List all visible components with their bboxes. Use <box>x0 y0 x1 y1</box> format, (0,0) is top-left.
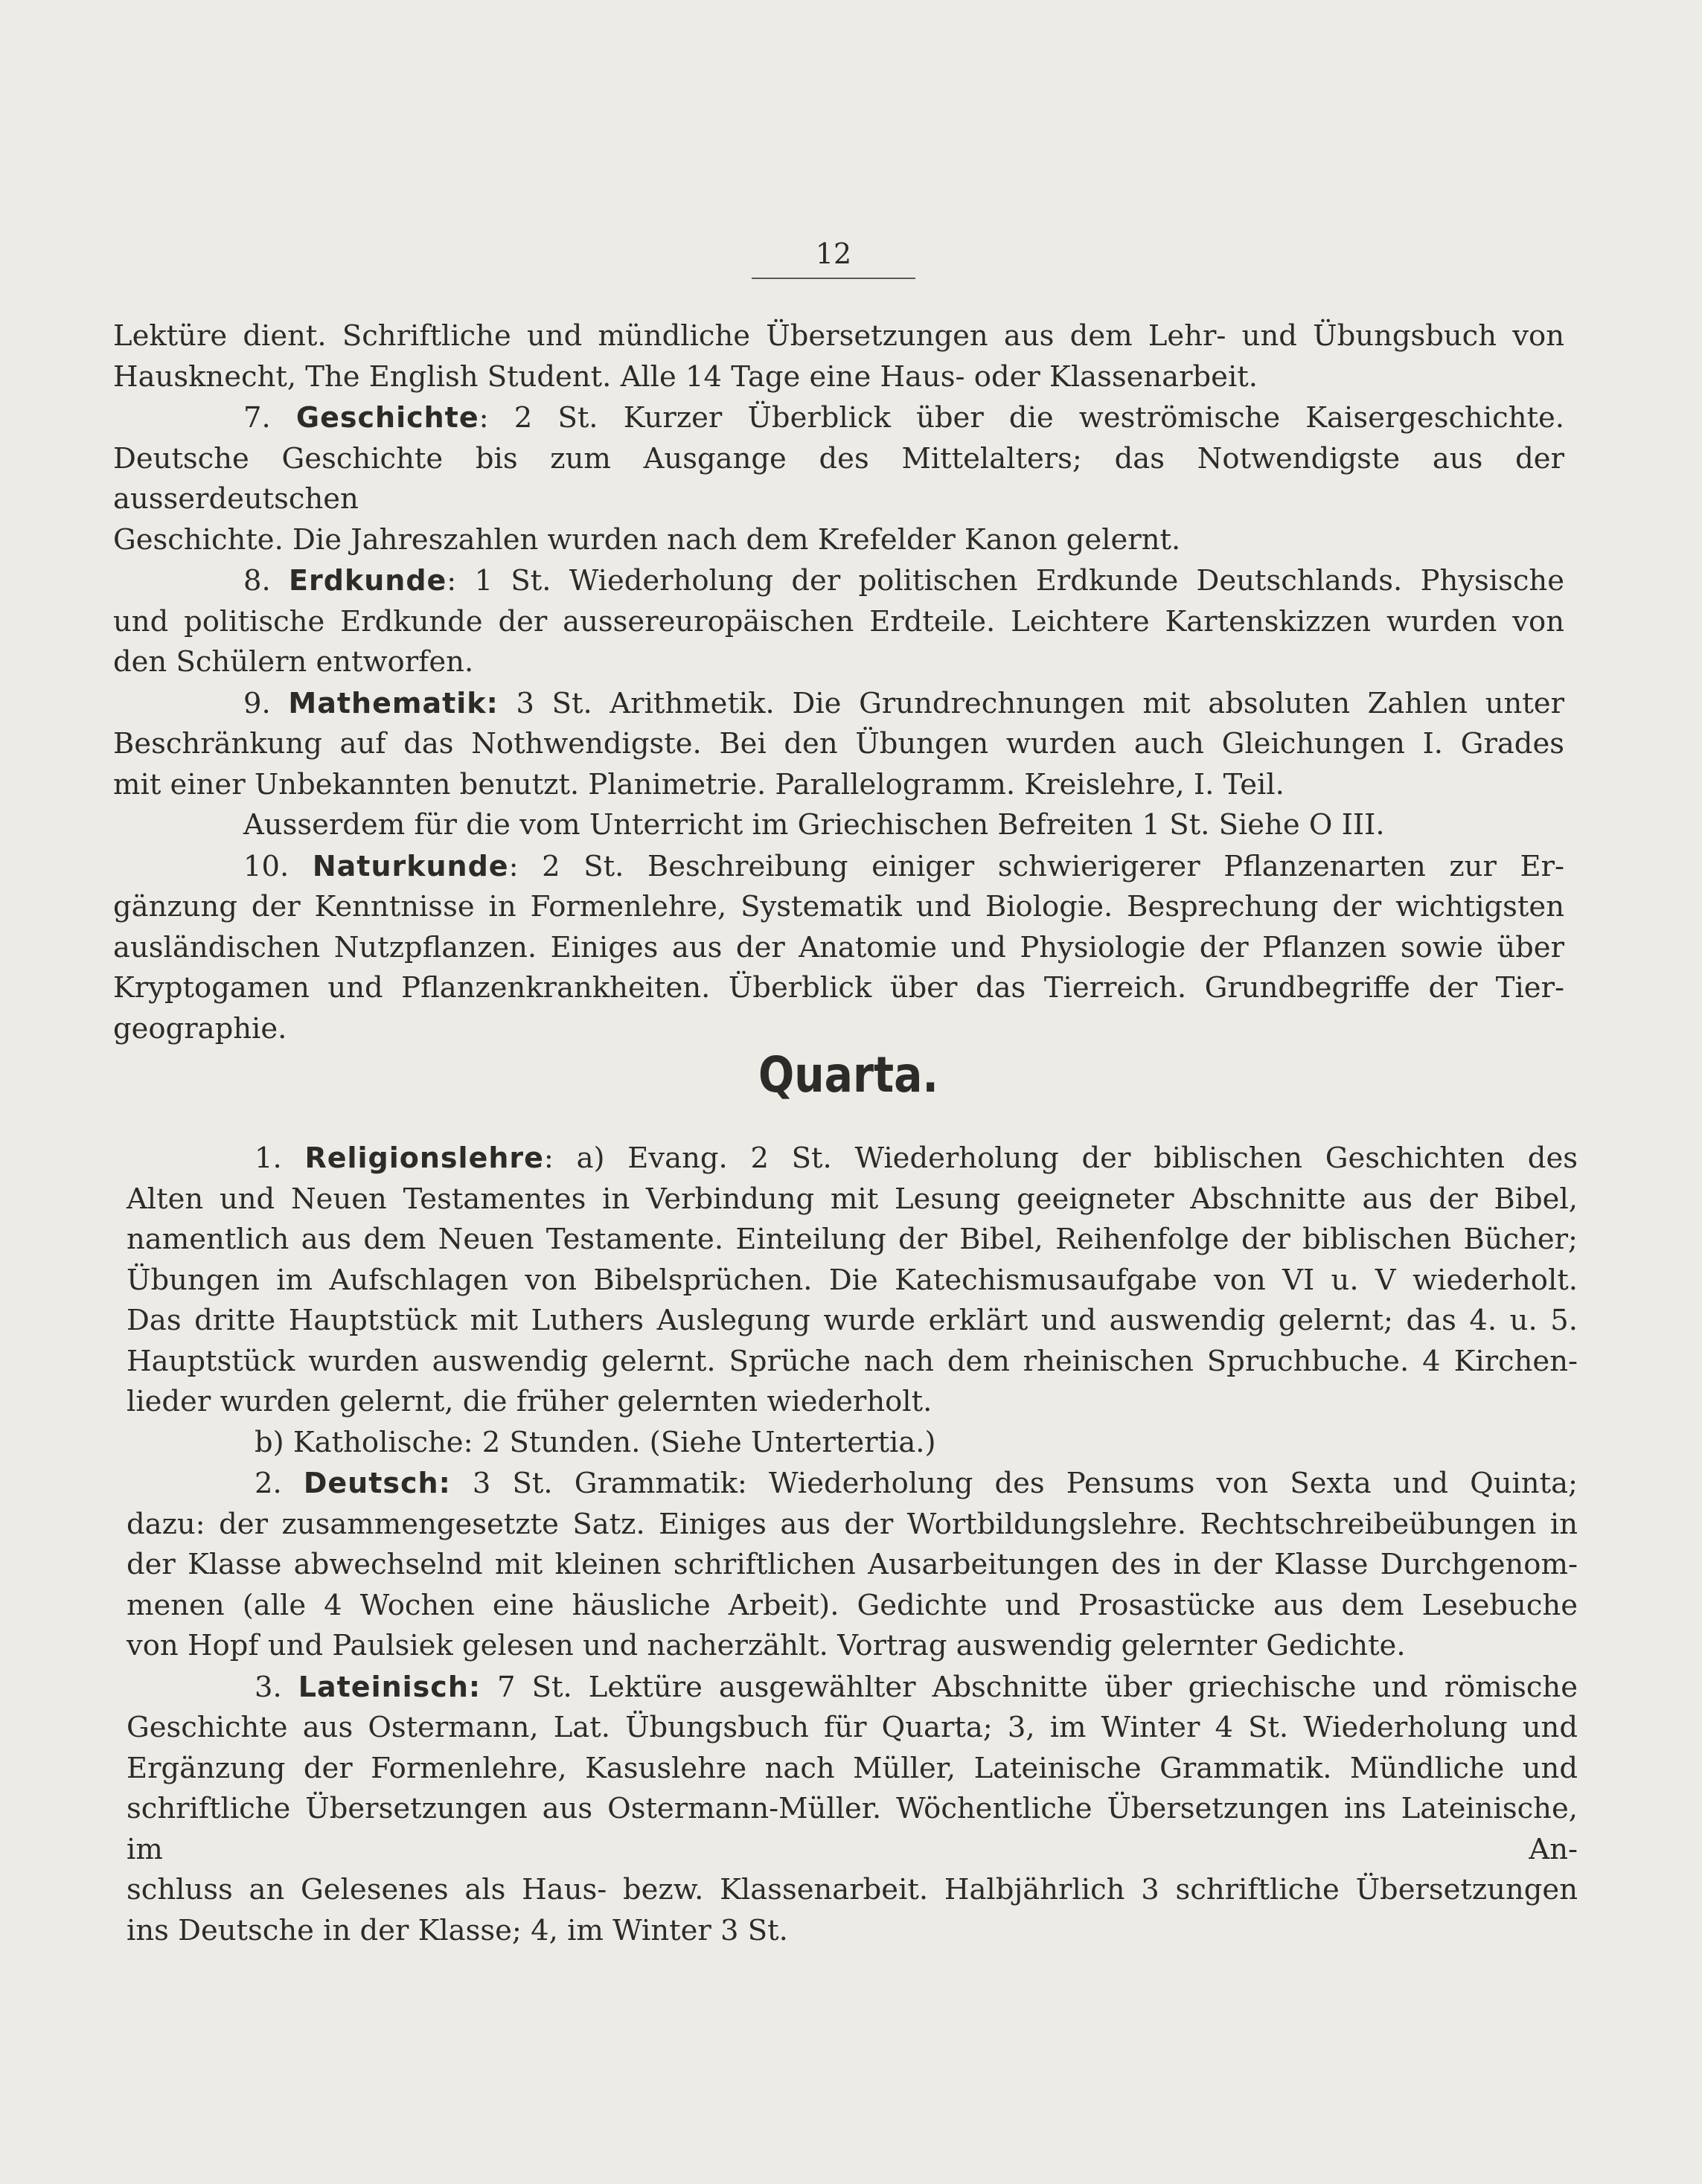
section-continued <box>113 316 1564 1049</box>
text-line: 3 St. Arithmetik. Die Grundrechnungen mit absoluten Zahlen unter <box>498 686 1564 720</box>
text-line: dazu: der zusammengesetzte Satz. Einiges aus der Wortbildungslehre. Rechtschreibeübungen in <box>127 1507 1578 1541</box>
subject-heading: Religionslehre <box>304 1141 544 1174</box>
paragraph-deutsch <box>127 1463 1578 1505</box>
text-line: gänzung der Kenntnisse in Formenlehre, Systematik und Biologie. Besprechung der wichtigsten <box>113 890 1564 923</box>
text-line: Ergänzung der Formenlehre, Kasuslehre nach Müller, Lateinische Grammatik. Mündliche und <box>127 1751 1578 1785</box>
subject-heading: Geschichte <box>295 401 479 434</box>
text-line: Übungen im Aufschlagen von Bibelsprüchen. Die Katechismusaufgabe von VI u. V wiederholt. <box>127 1263 1578 1297</box>
section-quarta <box>127 1138 1578 1951</box>
text-line: 7 St. Lektüre ausgewählter Abschnitte über griechische und römische <box>481 1670 1578 1704</box>
text-line: 3 St. Grammatik: Wiederholung des Pensums von Sexta und Quinta; <box>450 1467 1578 1500</box>
text-line: lieder wurden gelernt, die früher gelernten wiederholt. <box>127 1385 932 1418</box>
paragraph-lateinisch <box>127 1667 1578 1709</box>
page-number: 12 <box>815 237 852 270</box>
text-line: von Hopf und Paulsiek gelesen und nacherzählt. Vortrag auswendig gelernter Gedichte. <box>127 1629 1406 1662</box>
text-line: Kryptogamen und Pflanzenkrankheiten. Überblick über das Tierreich. Grundbegriffe der Tier- <box>113 971 1564 1005</box>
item-number: 2. <box>255 1467 282 1500</box>
text-line: : 2 St. Beschreibung einiger schwierigerer Pflanzenarten zur Er- <box>508 849 1564 883</box>
subject-heading: Deutsch: <box>303 1467 451 1499</box>
subject-heading: Lateinisch: <box>298 1670 482 1703</box>
paragraph-religionslehre <box>127 1138 1578 1179</box>
text-line: Hausknecht, The English Student. Alle 14 Tage eine Haus- oder Klassenarbeit. <box>113 359 1258 394</box>
text-line: namentlich aus dem Neuen Testamente. Einteilung der Bibel, Reihenfolge der biblischen Bücher; <box>127 1223 1578 1256</box>
text-line: Deutsche Geschichte bis zum Ausgange des Mittelalters; das Notwendigste aus der ausserdeutschen <box>113 441 1564 516</box>
paragraph-geschichte <box>113 397 1564 439</box>
text-line: Hauptstück wurden auswendig gelernt. Sprüche nach dem rheinischen Spruchbuche. 4 Kirchen- <box>127 1344 1578 1378</box>
text-line: geographie. <box>113 1011 287 1045</box>
subject-heading: Erdkunde <box>289 564 447 597</box>
text-line: Ausserdem für die vom Unterricht im Griechischen Befreiten 1 St. Siehe O III. <box>243 808 1385 842</box>
text-line: Alten und Neuen Testamentes in Verbindung mit Lesung geeigneter Abschnitte aus der Bibel, <box>127 1182 1578 1216</box>
text-line: mit einer Unbekannten benutzt. Planimetrie. Parallelogramm. Kreislehre, I. Teil. <box>113 767 1285 801</box>
text-line: b) Katholische: 2 Stunden. (Siehe Untertertia.) <box>255 1425 936 1459</box>
text-line: ausländischen Nutzpflanzen. Einiges aus der Anatomie und Physiologie der Pflanzen sowie über <box>113 930 1564 964</box>
item-number: 7. <box>243 401 271 435</box>
paragraph-naturkunde <box>113 846 1564 888</box>
item-number: 1. <box>255 1141 282 1175</box>
text-line: : 2 St. Kurzer Überblick über die weströmische Kaisergeschichte. <box>479 401 1564 435</box>
text-line: Lektüre dient. Schriftliche und mündliche Übersetzungen aus dem Lehr- und Übungsbuch von <box>113 319 1564 353</box>
item-number: 9. <box>243 686 271 720</box>
text-line: Beschränkung auf das Nothwendigste. Bei den Übungen wurden auch Gleichungen I. Grades <box>113 727 1564 760</box>
paragraph-erdkunde <box>113 560 1564 602</box>
page-number-rule <box>752 278 915 279</box>
subject-heading: Mathematik: <box>288 686 499 720</box>
text-line: Geschichte. Die Jahreszahlen wurden nach dem Krefelder Kanon gelernt. <box>113 522 1181 557</box>
subject-heading: Naturkunde <box>312 849 509 883</box>
text-line: und politische Erdkunde der aussereuropäischen Erdteile. Leichtere Kartenskizzen wurden von <box>113 604 1564 638</box>
text-line: der Klasse abwechselnd mit kleinen schriftlichen Ausarbeitungen des in der Klasse Durchgenom- <box>127 1548 1578 1581</box>
text-line: schriftliche Übersetzungen aus Ostermann-Müller. Wöchentliche Übersetzungen ins Lateinische, im An- <box>127 1792 1578 1866</box>
text-line: schluss an Gelesenes als Haus- bezw. Klassenarbeit. Halbjährlich 3 schriftliche Übersetzungen <box>127 1873 1578 1906</box>
text-line: : 1 St. Wiederholung der politischen Erdkunde Deutschlands. Physische <box>447 564 1565 598</box>
text-line: : a) Evang. 2 St. Wiederholung der biblischen Geschichten des <box>543 1141 1578 1175</box>
text-line: menen (alle 4 Wochen eine häusliche Arbeit). Gedichte und Prosastücke aus dem Lesebuche <box>127 1588 1578 1622</box>
item-number: 10. <box>243 849 289 883</box>
paragraph-mathematik <box>113 683 1564 725</box>
text-line: Geschichte aus Ostermann, Lat. Übungsbuch für Quarta; 3, im Winter 4 St. Wiederholung und <box>127 1711 1578 1744</box>
text-line: Das dritte Hauptstück mit Luthers Auslegung wurde erklärt und auswendig gelernt; das 4. u. 5. <box>127 1304 1578 1337</box>
item-number: 3. <box>255 1670 282 1704</box>
section-title: Quarta. <box>758 1046 938 1104</box>
text-line: den Schülern entworfen. <box>113 645 474 679</box>
item-number: 8. <box>243 564 271 598</box>
text-line: ins Deutsche in der Klasse; 4, im Winter 3 St. <box>127 1913 788 1947</box>
